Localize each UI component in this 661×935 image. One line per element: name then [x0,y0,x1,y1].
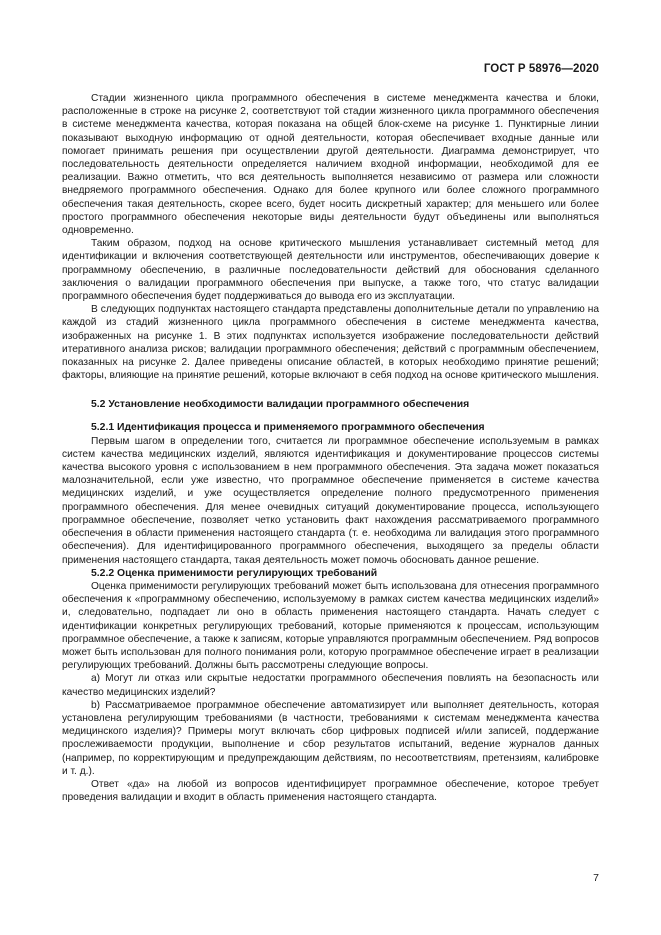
standard-header: ГОСТ Р 58976—2020 [483,63,599,75]
document-body [62,92,599,804]
section-5-2-2-heading: 5.2.2 Оценка применимости регулирующих требований [91,567,378,579]
paragraph-conclusion: Ответ «да» на любой из вопросов идентифицирует программное обеспечение, которое требует проведения валидации и входит в область применения настоящего стандарта. [62,778,599,804]
paragraph-intro-1: Стадии жизненного цикла программного обеспечения в системе менеджмента качества и блоки, расположенные в строке на рисунке 2, соответствуют той стадии жизненного цикла программного обеспечения в системе менеджмента качества, которая показана на общей блок-схеме на рисунке 1. Пунктирные линии показывают выходную информацию от одной деятельности, которая обеспечивает входные данные или помогает принимать решения при осуществлении другой деятельности. Диаграмма демонстрирует, что последовательность деятельности определяется наличием входной информации, необходимой для ее реализации. Важно отметить, что вся деятельность выполняется независимо от размера или сложности внедряемого программного обеспечения. Однако для более крупного или более сложного программного обеспечения такая деятельность, скорее всего, будет носить дискретный характер; для меньшего или более простого программного обеспечения некоторые виды деятельности будут объединены или выполняться одновременно. [62,93,599,237]
section-5-2-heading: 5.2 Установление необходимости валидации программного обеспечения [91,399,470,411]
page-number: 7 [593,872,599,884]
paragraph-intro-2: Таким образом, подход на основе критического мышления устанавливает системный метод для идентификации и включения соответствующей деятельности или инструментов, обеспечивающих доверие к программному обеспечению, в различные последовательности действий для обоснования сделанного заключения о валидации программного обеспечения при выпуске, а также того, что статус валидации программного обеспечения будет поддерживаться до вывода его из эксплуатации. [62,238,599,303]
list-item-b: b) Рассматриваемое программное обеспечение автоматизирует или выполняет деятельность, которая установлена регулирующим требованиями (в частности, требованиями к системам менеджмента качества медицинского изделия)? Примеры могут включать сбор цифровых подписей и/или записей, поддержание прослеживаемости продукции, выполнение и сбор результатов испытаний, ведение журналов данных (например, по корректирующим и предупреждающим действиям, по несоответствиям, претензиям, калибровке и т. д.). [62,699,599,777]
list-item-a: а) Могут ли отказ или скрытые недостатки программного обеспечения повлиять на безопасность или качество медицинских изделий? [62,673,599,698]
paragraph-5-2-2-1: Оценка применимости регулирующих требований может быть использована для отнесения программного обеспечения к «программному обеспечению, используемому в рамках систем качества медицинских изделий» и, следовательно, подпадает ли оно в область применения настоящего стандарта. Начать следует с идентификации конкретных регулирующих требований, которые применяются к процессам, использующим программное обеспечение, а также к записям, которые управляются программным обеспечением. Ряд вопросов может быть использован для полного понимания роли, которую программное обеспечение играет в реализации регулирующих требований. Должны быть рассмотрены следующие вопросы. [62,580,599,672]
section-5-2-1-heading: 5.2.1 Идентификация процесса и применяемого программного обеспечения [91,422,485,434]
paragraph-5-2-1-1: Первым шагом в определении того, считается ли программное обеспечение используемым в рамках систем качества медицинских изделий, являются идентификация и документирование процессов системы качества высокого уровня с использованием в нем программного обеспечения. Эта задача может показаться малозначительной, если уже известно, что программное обеспечение применяется в системе качества медицинских изделий, и уже осуществляется определение полного предусмотренного применения программного обеспечения. Для менее очевидных ситуаций документирование процесса, использующего программное обеспечение, позволяет четко установить факт нахождения рассматриваемого программного обеспечения в области применения настоящего стандарта (т. е. необходима ли валидация этого программного обеспечения). Для идентифицированного программного обеспечения, выходящего за пределы области применения настоящего стандарта, такая деятельность может помочь обосновать данное решение. [62,435,599,566]
paragraph-intro-3: В следующих подпунктах настоящего стандарта представлены дополнительные детали по управлению на каждой из стадий жизненного цикла программного обеспечения в системе менеджмента качества, изображенных на рисунке 1. В этих подпунктах используется изображение последовательности действий итеративного анализа рисков; валидации программного обеспечения; действий с программным обеспечением, показанных на рисунке 2. Далее приведены описание областей, в которых необходимо принятие решений; факторы, влияющие на принятие решений, которые включают в себя подход на основе критического мышления. [62,304,599,382]
